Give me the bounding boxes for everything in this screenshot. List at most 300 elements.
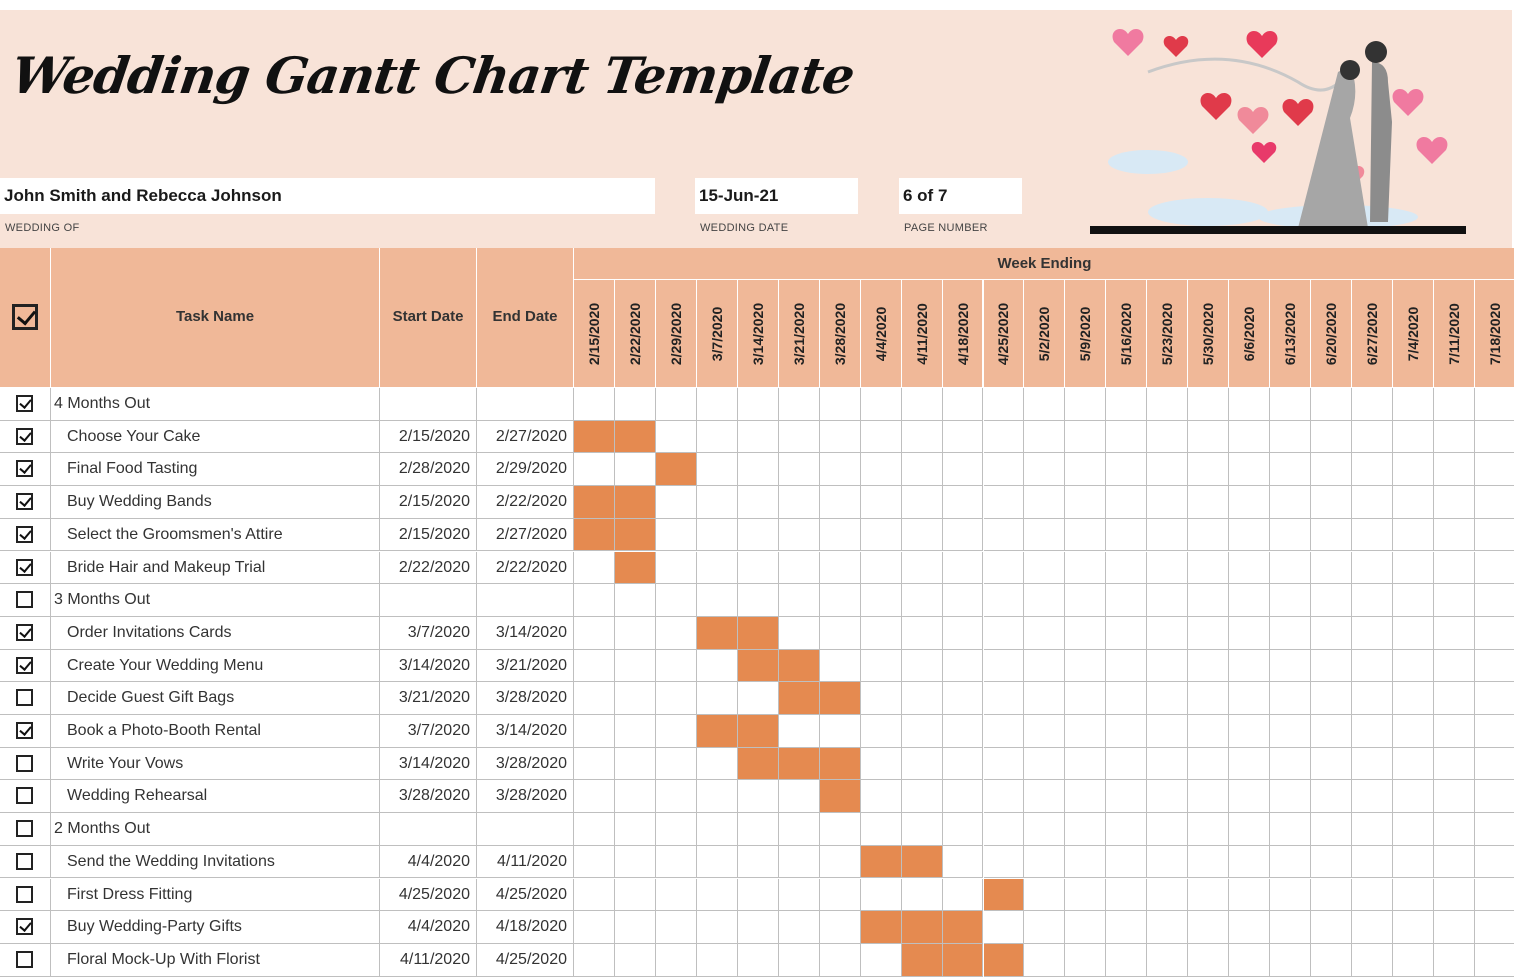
gantt-empty-cell <box>1393 780 1434 813</box>
gantt-empty-cell <box>1311 650 1352 683</box>
start-date-cell[interactable]: 3/14/2020 <box>380 650 477 683</box>
gantt-empty-cell <box>984 911 1025 944</box>
gantt-bar-cell <box>697 715 738 748</box>
gantt-empty-cell <box>574 911 615 944</box>
task-name[interactable]: Create Your Wedding Menu <box>51 650 380 683</box>
task-row-check-cell <box>0 780 51 813</box>
gantt-empty-cell <box>902 486 943 519</box>
gantt-bar-cell <box>574 519 615 552</box>
gantt-empty-cell <box>861 879 902 912</box>
task-name[interactable]: Choose Your Cake <box>51 421 380 454</box>
end-date-cell[interactable]: 4/25/2020 <box>477 879 574 912</box>
gantt-empty-cell <box>779 388 820 421</box>
gantt-empty-cell <box>902 388 943 421</box>
end-date-cell[interactable]: 2/22/2020 <box>477 486 574 519</box>
unchecked-checkbox[interactable] <box>16 755 33 772</box>
gantt-empty-cell <box>1024 846 1065 879</box>
gantt-empty-cell <box>1229 944 1270 977</box>
week-column-header <box>1147 280 1188 388</box>
cloud-icon <box>1108 150 1188 174</box>
gantt-empty-cell <box>1106 748 1147 781</box>
gantt-empty-cell <box>615 813 656 846</box>
checked-checkbox[interactable] <box>16 657 33 674</box>
week-column-header <box>1229 280 1270 388</box>
gantt-empty-cell <box>1352 846 1393 879</box>
gantt-empty-cell <box>902 813 943 846</box>
gantt-empty-cell <box>1229 780 1270 813</box>
checked-checkbox[interactable] <box>16 395 33 412</box>
gantt-empty-cell <box>1065 486 1106 519</box>
gantt-empty-cell <box>615 453 656 486</box>
gantt-empty-cell <box>1270 911 1311 944</box>
gantt-empty-cell <box>656 617 697 650</box>
gantt-empty-cell <box>943 879 984 912</box>
gantt-empty-cell <box>1024 650 1065 683</box>
gantt-empty-cell <box>1147 486 1188 519</box>
week-column-header <box>1393 280 1434 388</box>
start-date-cell[interactable] <box>380 388 477 421</box>
start-date-cell[interactable]: 3/7/2020 <box>380 617 477 650</box>
gantt-empty-cell <box>1270 846 1311 879</box>
gantt-empty-cell <box>1393 879 1434 912</box>
gantt-empty-cell <box>820 584 861 617</box>
start-date-cell[interactable]: 3/7/2020 <box>380 715 477 748</box>
week-label: 3/28/2020 <box>831 302 848 365</box>
gantt-empty-cell <box>656 650 697 683</box>
checked-checkbox[interactable] <box>16 918 33 935</box>
unchecked-checkbox[interactable] <box>16 787 33 804</box>
gantt-empty-cell <box>1393 519 1434 552</box>
end-date-cell[interactable]: 4/25/2020 <box>477 944 574 977</box>
gantt-bar-cell <box>820 748 861 781</box>
gantt-empty-cell <box>1065 453 1106 486</box>
gantt-empty-cell <box>1147 617 1188 650</box>
week-column-header <box>984 280 1025 388</box>
gantt-empty-cell <box>1270 682 1311 715</box>
week-label: 5/16/2020 <box>1118 302 1135 365</box>
gantt-empty-cell <box>615 584 656 617</box>
gantt-empty-cell <box>656 682 697 715</box>
start-date-cell[interactable]: 3/21/2020 <box>380 682 477 715</box>
start-date-cell[interactable]: 4/4/2020 <box>380 846 477 879</box>
gantt-empty-cell <box>820 486 861 519</box>
gantt-empty-cell <box>738 453 779 486</box>
gantt-empty-cell <box>943 846 984 879</box>
group-name[interactable]: 2 Months Out <box>51 813 380 846</box>
start-date-cell[interactable]: 4/4/2020 <box>380 911 477 944</box>
gantt-empty-cell <box>1147 748 1188 781</box>
gantt-empty-cell <box>1106 780 1147 813</box>
start-date-cell[interactable]: 2/22/2020 <box>380 552 477 585</box>
gantt-empty-cell <box>1024 453 1065 486</box>
gantt-empty-cell <box>1188 748 1229 781</box>
week-label: 4/18/2020 <box>954 302 971 365</box>
gantt-empty-cell <box>1475 780 1514 813</box>
end-date-header-label: End Date <box>492 308 558 325</box>
unchecked-checkbox[interactable] <box>16 591 33 608</box>
week-label: 5/9/2020 <box>1077 306 1094 361</box>
start-date-cell[interactable]: 2/15/2020 <box>380 519 477 552</box>
gantt-empty-cell <box>1311 715 1352 748</box>
week-label: 5/2/2020 <box>1036 306 1053 361</box>
unchecked-checkbox[interactable] <box>16 853 33 870</box>
gantt-empty-cell <box>902 519 943 552</box>
end-date-cell[interactable]: 3/28/2020 <box>477 780 574 813</box>
week-ending-label: Week Ending <box>997 255 1092 272</box>
gantt-empty-cell <box>1270 453 1311 486</box>
checked-checkbox[interactable] <box>16 722 33 739</box>
gantt-empty-cell <box>1229 486 1270 519</box>
gantt-empty-cell <box>574 879 615 912</box>
gantt-empty-cell <box>1352 715 1393 748</box>
gantt-empty-cell <box>1352 748 1393 781</box>
checked-checkbox[interactable] <box>16 460 33 477</box>
gantt-empty-cell <box>1434 552 1475 585</box>
end-date-cell[interactable]: 2/27/2020 <box>477 421 574 454</box>
gantt-empty-cell <box>779 846 820 879</box>
end-date-cell[interactable]: 2/22/2020 <box>477 552 574 585</box>
end-date-cell[interactable]: 3/21/2020 <box>477 650 574 683</box>
start-date-cell[interactable]: 2/15/2020 <box>380 421 477 454</box>
gantt-empty-cell <box>1352 780 1393 813</box>
gantt-empty-cell <box>984 650 1025 683</box>
gantt-empty-cell <box>1475 388 1514 421</box>
gantt-empty-cell <box>820 453 861 486</box>
gantt-empty-cell <box>984 715 1025 748</box>
gantt-empty-cell <box>1065 388 1106 421</box>
wedding-of-label: WEDDING OF <box>5 222 80 234</box>
gantt-empty-cell <box>1270 388 1311 421</box>
end-date-header[interactable] <box>477 248 574 388</box>
gantt-bar-cell <box>656 453 697 486</box>
gantt-empty-cell <box>1475 453 1514 486</box>
gantt-empty-cell <box>1352 650 1393 683</box>
gantt-empty-cell <box>697 421 738 454</box>
gantt-empty-cell <box>1311 813 1352 846</box>
gantt-empty-cell <box>1188 879 1229 912</box>
gantt-empty-cell <box>656 780 697 813</box>
start-date-cell[interactable]: 3/28/2020 <box>380 780 477 813</box>
gantt-empty-cell <box>861 617 902 650</box>
gantt-empty-cell <box>820 617 861 650</box>
task-row-check-cell <box>0 944 51 977</box>
gantt-empty-cell <box>861 552 902 585</box>
week-column-header <box>902 280 943 388</box>
gantt-empty-cell <box>1475 715 1514 748</box>
gantt-empty-cell <box>1024 911 1065 944</box>
task-row-check-cell <box>0 421 51 454</box>
gantt-bar-cell <box>615 486 656 519</box>
gantt-empty-cell <box>1106 911 1147 944</box>
gantt-empty-cell <box>1270 715 1311 748</box>
task-name[interactable]: Decide Guest Gift Bags <box>51 682 380 715</box>
gantt-empty-cell <box>1229 715 1270 748</box>
gantt-empty-cell <box>1434 879 1475 912</box>
week-label: 7/18/2020 <box>1486 302 1503 365</box>
gantt-empty-cell <box>1065 780 1106 813</box>
start-date-cell[interactable]: 4/11/2020 <box>380 944 477 977</box>
gantt-empty-cell <box>861 486 902 519</box>
gantt-empty-cell <box>1065 519 1106 552</box>
gantt-empty-cell <box>1188 944 1229 977</box>
gantt-empty-cell <box>861 682 902 715</box>
gantt-empty-cell <box>1270 748 1311 781</box>
checked-checkbox[interactable] <box>16 526 33 543</box>
gantt-empty-cell <box>820 813 861 846</box>
task-name[interactable]: Bride Hair and Makeup Trial <box>51 552 380 585</box>
gantt-empty-cell <box>902 584 943 617</box>
task-name[interactable]: Floral Mock-Up With Florist <box>51 944 380 977</box>
gantt-empty-cell <box>1475 879 1514 912</box>
gantt-empty-cell <box>984 519 1025 552</box>
gantt-empty-cell <box>1311 944 1352 977</box>
task-name[interactable]: Send the Wedding Invitations <box>51 846 380 879</box>
gantt-empty-cell <box>1352 879 1393 912</box>
end-date-cell[interactable]: 2/27/2020 <box>477 519 574 552</box>
gantt-empty-cell <box>574 617 615 650</box>
gantt-empty-cell <box>984 617 1025 650</box>
gantt-empty-cell <box>1434 780 1475 813</box>
gantt-empty-cell <box>656 421 697 454</box>
gantt-empty-cell <box>902 715 943 748</box>
task-name[interactable]: Buy Wedding-Party Gifts <box>51 911 380 944</box>
gantt-empty-cell <box>1106 944 1147 977</box>
gantt-empty-cell <box>697 388 738 421</box>
gantt-empty-cell <box>902 682 943 715</box>
end-date-cell[interactable] <box>477 813 574 846</box>
gantt-empty-cell <box>1434 486 1475 519</box>
checked-checkbox[interactable] <box>16 493 33 510</box>
week-column-header <box>1024 280 1065 388</box>
gantt-empty-cell <box>1147 944 1188 977</box>
task-name[interactable]: Write Your Vows <box>51 748 380 781</box>
gantt-empty-cell <box>656 911 697 944</box>
gantt-empty-cell <box>984 846 1025 879</box>
gantt-bar-cell <box>738 617 779 650</box>
gantt-empty-cell <box>656 944 697 977</box>
gantt-empty-cell <box>1024 682 1065 715</box>
gantt-empty-cell <box>1475 552 1514 585</box>
end-date-cell[interactable] <box>477 584 574 617</box>
page-number-field[interactable]: 6 of 7 <box>899 178 1022 214</box>
end-date-cell[interactable]: 4/11/2020 <box>477 846 574 879</box>
gantt-empty-cell <box>1352 911 1393 944</box>
gantt-empty-cell <box>1311 911 1352 944</box>
start-date-cell[interactable]: 3/14/2020 <box>380 748 477 781</box>
wedding-date-field[interactable]: 15-Jun-21 <box>695 178 858 214</box>
gantt-empty-cell <box>902 650 943 683</box>
gantt-empty-cell <box>738 879 779 912</box>
gantt-empty-cell <box>1270 519 1311 552</box>
task-name[interactable]: Select the Groomsmen's Attire <box>51 519 380 552</box>
start-date-cell[interactable]: 2/28/2020 <box>380 453 477 486</box>
gantt-empty-cell <box>1311 682 1352 715</box>
gantt-empty-cell <box>779 879 820 912</box>
wedding-of-field[interactable]: John Smith and Rebecca Johnson <box>0 178 655 214</box>
gantt-empty-cell <box>943 650 984 683</box>
gantt-empty-cell <box>1475 846 1514 879</box>
gantt-empty-cell <box>861 715 902 748</box>
task-name-header[interactable] <box>51 248 380 388</box>
gantt-empty-cell <box>820 650 861 683</box>
unchecked-checkbox[interactable] <box>16 886 33 903</box>
gantt-empty-cell <box>984 780 1025 813</box>
gantt-empty-cell <box>574 453 615 486</box>
gantt-empty-cell <box>1393 715 1434 748</box>
start-date-cell[interactable]: 4/25/2020 <box>380 879 477 912</box>
gantt-empty-cell <box>1393 748 1434 781</box>
header-check-column[interactable] <box>0 248 51 388</box>
gantt-bar-cell <box>697 617 738 650</box>
gantt-empty-cell <box>779 421 820 454</box>
gantt-empty-cell <box>656 813 697 846</box>
task-name[interactable]: Wedding Rehearsal <box>51 780 380 813</box>
gantt-empty-cell <box>1270 584 1311 617</box>
unchecked-checkbox[interactable] <box>16 820 33 837</box>
gantt-empty-cell <box>984 388 1025 421</box>
gantt-empty-cell <box>943 813 984 846</box>
gantt-empty-cell <box>697 486 738 519</box>
gantt-empty-cell <box>1024 388 1065 421</box>
gantt-empty-cell <box>1024 552 1065 585</box>
gantt-empty-cell <box>861 780 902 813</box>
checked-checkbox[interactable] <box>16 428 33 445</box>
checked-checkbox[interactable] <box>16 624 33 641</box>
start-date-cell[interactable] <box>380 813 477 846</box>
gantt-empty-cell <box>1311 780 1352 813</box>
gantt-empty-cell <box>738 486 779 519</box>
week-column-header <box>615 280 656 388</box>
task-name[interactable]: Book a Photo-Booth Rental <box>51 715 380 748</box>
unchecked-checkbox[interactable] <box>16 689 33 706</box>
gantt-empty-cell <box>1024 780 1065 813</box>
gantt-empty-cell <box>1475 519 1514 552</box>
task-name[interactable]: First Dress Fitting <box>51 879 380 912</box>
gantt-empty-cell <box>1475 486 1514 519</box>
end-date-cell[interactable]: 4/18/2020 <box>477 911 574 944</box>
gantt-empty-cell <box>902 453 943 486</box>
gantt-empty-cell <box>697 911 738 944</box>
task-name[interactable]: Final Food Tasting <box>51 453 380 486</box>
gantt-empty-cell <box>738 388 779 421</box>
week-label: 6/20/2020 <box>1323 302 1340 365</box>
gantt-bar-cell <box>615 421 656 454</box>
gantt-empty-cell <box>1229 519 1270 552</box>
gantt-empty-cell <box>574 715 615 748</box>
gantt-bar-cell <box>574 421 615 454</box>
gantt-empty-cell <box>574 780 615 813</box>
gantt-empty-cell <box>1270 879 1311 912</box>
gantt-empty-cell <box>656 584 697 617</box>
gantt-empty-cell <box>902 879 943 912</box>
gantt-empty-cell <box>779 486 820 519</box>
gantt-empty-cell <box>1434 813 1475 846</box>
week-label: 3/21/2020 <box>790 302 807 365</box>
gantt-empty-cell <box>1393 617 1434 650</box>
gantt-empty-cell <box>1229 421 1270 454</box>
week-label: 7/11/2020 <box>1445 302 1462 365</box>
gantt-empty-cell <box>615 944 656 977</box>
start-date-cell[interactable] <box>380 584 477 617</box>
gantt-empty-cell <box>779 453 820 486</box>
gantt-empty-cell <box>1434 748 1475 781</box>
gantt-empty-cell <box>1311 453 1352 486</box>
gantt-empty-cell <box>1352 944 1393 977</box>
end-date-cell[interactable] <box>477 388 574 421</box>
gantt-bar-cell <box>943 911 984 944</box>
couple-icon <box>1298 41 1392 228</box>
gantt-empty-cell <box>1065 650 1106 683</box>
select-all-checkbox[interactable] <box>12 304 38 330</box>
gantt-empty-cell <box>1147 552 1188 585</box>
gantt-empty-cell <box>1188 650 1229 683</box>
gantt-empty-cell <box>820 911 861 944</box>
start-date-header[interactable] <box>380 248 477 388</box>
week-label: 2/22/2020 <box>626 302 643 365</box>
end-date-cell[interactable]: 3/28/2020 <box>477 748 574 781</box>
gantt-empty-cell <box>1311 486 1352 519</box>
gantt-empty-cell <box>1393 650 1434 683</box>
week-column-header <box>574 280 615 388</box>
end-date-cell[interactable]: 3/14/2020 <box>477 715 574 748</box>
gantt-empty-cell <box>984 421 1025 454</box>
gantt-empty-cell <box>656 486 697 519</box>
gantt-empty-cell <box>656 388 697 421</box>
task-name[interactable]: Order Invitations Cards <box>51 617 380 650</box>
gantt-empty-cell <box>779 944 820 977</box>
task-name[interactable]: Buy Wedding Bands <box>51 486 380 519</box>
week-column-header <box>738 280 779 388</box>
group-name[interactable]: 4 Months Out <box>51 388 380 421</box>
task-row-check-cell <box>0 453 51 486</box>
gantt-empty-cell <box>1352 486 1393 519</box>
group-name[interactable]: 3 Months Out <box>51 584 380 617</box>
gantt-empty-cell <box>1434 682 1475 715</box>
gantt-empty-cell <box>1434 715 1475 748</box>
gantt-empty-cell <box>1065 617 1106 650</box>
gantt-empty-cell <box>1106 486 1147 519</box>
task-row-check-cell <box>0 748 51 781</box>
gantt-empty-cell <box>697 813 738 846</box>
gantt-empty-cell <box>1106 846 1147 879</box>
gantt-empty-cell <box>574 944 615 977</box>
gantt-empty-cell <box>984 584 1025 617</box>
gantt-empty-cell <box>861 453 902 486</box>
gantt-empty-cell <box>820 519 861 552</box>
gantt-empty-cell <box>1434 519 1475 552</box>
gantt-empty-cell <box>1393 421 1434 454</box>
gantt-empty-cell <box>1024 584 1065 617</box>
unchecked-checkbox[interactable] <box>16 951 33 968</box>
gantt-empty-cell <box>1229 748 1270 781</box>
gantt-empty-cell <box>738 682 779 715</box>
gantt-empty-cell <box>1024 879 1065 912</box>
week-column-header <box>779 280 820 388</box>
gantt-empty-cell <box>1188 388 1229 421</box>
gantt-empty-cell <box>1147 780 1188 813</box>
start-date-cell[interactable]: 2/15/2020 <box>380 486 477 519</box>
end-date-cell[interactable]: 3/14/2020 <box>477 617 574 650</box>
gantt-empty-cell <box>1106 584 1147 617</box>
end-date-cell[interactable]: 3/28/2020 <box>477 682 574 715</box>
gantt-empty-cell <box>738 780 779 813</box>
gantt-empty-cell <box>861 748 902 781</box>
ground-line <box>1090 226 1466 234</box>
gantt-empty-cell <box>779 813 820 846</box>
end-date-cell[interactable]: 2/29/2020 <box>477 453 574 486</box>
checked-checkbox[interactable] <box>16 559 33 576</box>
gantt-empty-cell <box>1434 617 1475 650</box>
